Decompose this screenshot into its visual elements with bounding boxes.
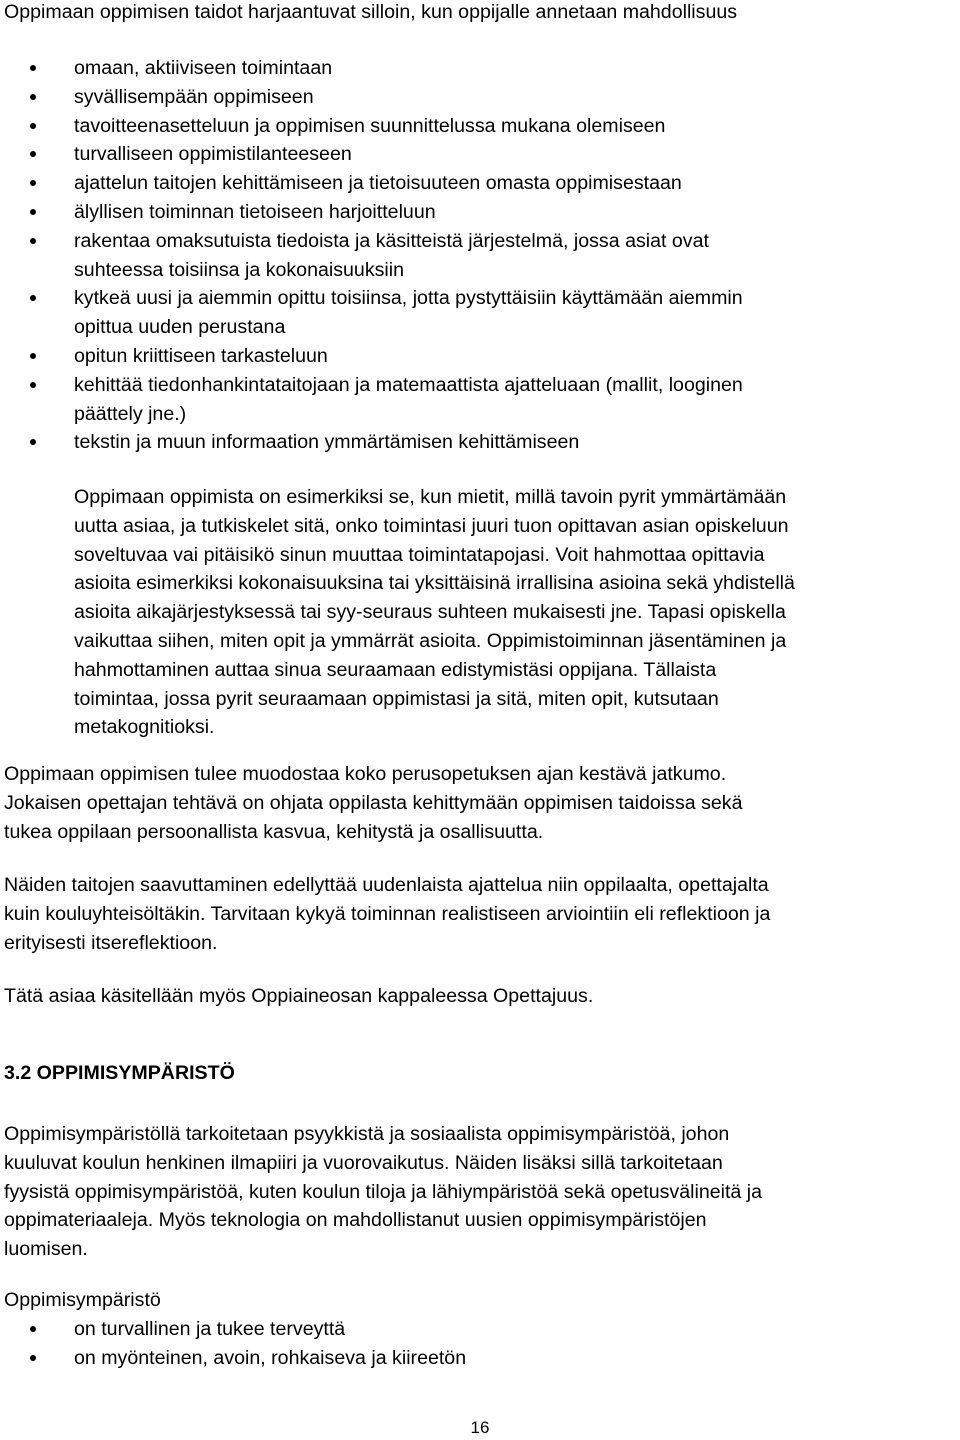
paragraph-line: Oppimaan oppimisen tulee muodostaa koko perusopetuksen ajan kestävä jatkumo. — [4, 763, 727, 785]
list-item — [4, 169, 956, 198]
bullet-icon — [30, 353, 36, 359]
list-item-text: turvalliseen oppimistilanteeseen — [74, 143, 352, 166]
list-item — [4, 140, 956, 169]
bullet-icon — [30, 151, 36, 157]
list-item-text: suhteessa toisiinsa ja kokonaisuuksiin — [74, 258, 405, 281]
paragraph-line: asioita esimerkiksi kokonaisuuksina tai yksittäisinä irrallisina asioina sekä yhdistellä — [74, 572, 795, 595]
list-item — [4, 227, 956, 285]
list-item — [4, 83, 956, 112]
list-item-text: tavoitteenasetteluun ja oppimisen suunnittelussa mukana olemiseen — [74, 114, 666, 137]
paragraph-line: vaikuttaa siihen, miten opit ja ymmärrät asioita. Oppimistoiminnan jäsentäminen ja — [74, 629, 787, 652]
environment-list-intro: Oppimisympäristö — [4, 1289, 161, 1311]
list-item-text: älyllisen toiminnan tietoiseen harjoitteluun — [74, 200, 436, 223]
list-item-text: rakentaa omaksutuista tiedoista ja käsitteistä järjestelmä, jossa asiat ovat — [74, 229, 709, 252]
list-item-text: kytkeä uusi ja aiemmin opittu toisiinsa, jotta pystyttäisiin käyttämään aiemmin — [74, 287, 743, 310]
bullet-icon — [30, 439, 36, 445]
list-item — [4, 54, 956, 83]
paragraph-line: tukea oppilaan persoonallista kasvua, kehitystä ja osallisuutta. — [4, 820, 544, 843]
paragraph-line: asioita aikajärjestyksessä tai syy-seuraus suhteen mukaisesti jne. Tapasi opiskella — [74, 601, 786, 624]
bullet-icon — [30, 238, 36, 244]
learning-environment-paragraph — [4, 1120, 956, 1264]
list-item — [4, 1344, 956, 1373]
list-item — [4, 371, 956, 429]
bullet-icon — [30, 295, 36, 301]
list-item-text: ajattelun taitojen kehittämiseen ja tietoisuuteen omasta oppimisestaan — [74, 172, 682, 195]
paragraph-line: Oppimisympäristöllä tarkoitetaan psyykkistä ja sosiaalista oppimisympäristöä, johon — [4, 1123, 730, 1145]
paragraph-line: Näiden taitojen saavuttaminen edellyttää uudenlaista ajattelua niin oppilaalta, opettajalta — [4, 874, 769, 896]
list-item-text: tekstin ja muun informaation ymmärtämisen kehittämiseen — [74, 431, 580, 454]
paragraph-line: luomisen. — [4, 1238, 88, 1261]
list-item-text: kehittää tiedonhankintataitojaan ja matemaattista ajatteluaan (mallit, looginen — [74, 373, 743, 396]
bullet-icon — [30, 1355, 36, 1361]
paragraph-line: soveltuvaa vai pitäisikö sinun muuttaa toimintatapojasi. Voit hahmottaa opittavia — [74, 543, 765, 566]
list-item — [4, 284, 956, 342]
page-number: 16 — [470, 1418, 490, 1437]
intro-line: Oppimaan oppimisen taidot harjaantuvat silloin, kun oppijalle annetaan mahdollisuus — [4, 1, 738, 23]
paragraph-line: metakognitioksi. — [74, 716, 215, 739]
bullet-icon — [30, 1326, 36, 1332]
bullet-icon — [30, 209, 36, 215]
bullet-list-learning-skills — [4, 54, 956, 457]
list-item — [4, 1315, 956, 1344]
paragraph-line: fyysistä oppimisympäristöä, kuten koulun tiloja ja lähiympäristöä sekä opetusvälineitä ja — [4, 1180, 763, 1203]
paragraph-line: erityisesti itsereflektioon. — [4, 931, 218, 954]
list-item — [4, 428, 956, 457]
section-heading: 3.2 OPPIMISYMPÄRISTÖ — [4, 1062, 235, 1084]
list-item — [4, 198, 956, 227]
list-item-text: päättely jne.) — [74, 402, 187, 425]
list-item-text: opittua uuden perustana — [74, 316, 286, 339]
bullet-icon — [30, 382, 36, 388]
paragraph-line: oppimateriaaleja. Myös teknologia on mahdollistanut uusien oppimisympäristöjen — [4, 1209, 707, 1232]
list-item-text: omaan, aktiiviseen toimintaan — [74, 57, 333, 79]
list-item-text: opitun kriittiseen tarkasteluun — [74, 344, 328, 367]
metacognition-paragraph — [74, 483, 956, 742]
paragraph-line: Oppimaan oppimista on esimerkiksi se, kun mietit, millä tavoin pyrit ymmärtämään — [74, 486, 787, 508]
bullet-list-environment — [4, 1315, 956, 1373]
list-item — [4, 112, 956, 141]
paragraph-line: kuuluvat koulun henkinen ilmapiiri ja vuorovaikutus. Näiden lisäksi sillä tarkoitetaan — [4, 1151, 723, 1174]
continuum-paragraph — [4, 760, 956, 846]
bullet-icon — [30, 65, 36, 71]
paragraph-line: toimintaa, jossa pyrit seuraamaan oppimistasi ja sitä, miten opit, kutsutaan — [74, 687, 719, 710]
bullet-icon — [30, 180, 36, 186]
list-item-text: on myönteinen, avoin, rohkaiseva ja kiireetön — [74, 1346, 467, 1369]
paragraph-line: kuin kouluyhteisöltäkin. Tarvitaan kykyä toiminnan realistiseen arviointiin eli reflektioon ja — [4, 902, 771, 925]
list-item-text: on turvallinen ja tukee terveyttä — [74, 1318, 346, 1340]
bullet-icon — [30, 123, 36, 129]
reference-paragraph: Tätä asiaa käsitellään myös Oppiaineosan kappaleessa Opettajuus. — [4, 985, 594, 1007]
paragraph-line: Jokaisen opettajan tehtävä on ohjata oppilasta kehittymään oppimisen taidoissa sekä — [4, 791, 743, 814]
reflection-paragraph — [4, 871, 956, 957]
paragraph-line: uutta asiaa, ja tutkiskelet sitä, onko toimintasi juuri tuon opittavan asian opiskeluun — [74, 514, 789, 537]
list-item — [4, 342, 956, 371]
paragraph-line: hahmottaminen auttaa sinua seuraamaan edistymistäsi oppijana. Tällaista — [74, 658, 717, 681]
bullet-icon — [30, 94, 36, 100]
list-item-text: syvällisempään oppimiseen — [74, 85, 314, 108]
